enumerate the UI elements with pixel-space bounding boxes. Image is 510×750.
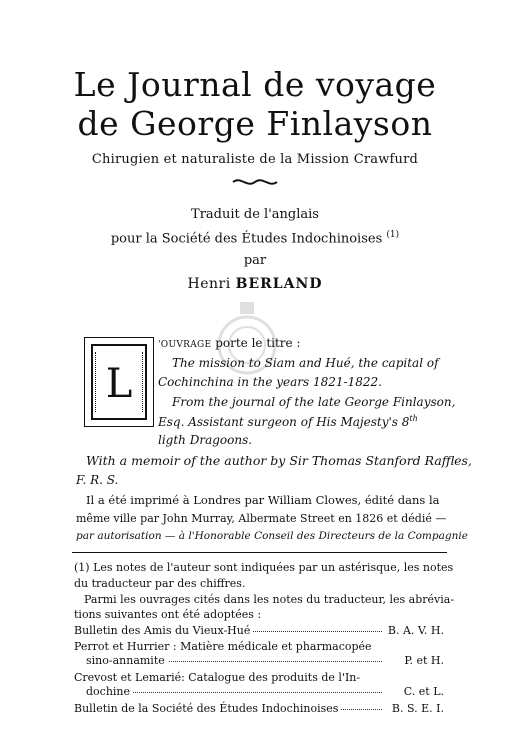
title-line-2: de George Finlayson xyxy=(77,104,433,143)
author-name xyxy=(0,276,510,292)
footnote-ref: (1) xyxy=(386,230,400,240)
abbreviation-source: dochine xyxy=(86,685,133,698)
abbreviation-row xyxy=(86,685,444,699)
abbreviation-row xyxy=(74,671,444,685)
body-line-2: The mission to Siam and Hué, the capital of xyxy=(172,356,439,370)
body-line-5 xyxy=(158,415,418,428)
translated-line-2-text: pour la Société des Études Indochinoises xyxy=(110,231,383,247)
footnote-separator xyxy=(72,552,447,553)
translated-line-2 xyxy=(0,230,510,246)
by-label: par xyxy=(243,253,267,268)
body-line-5-text: Esq. Assistant surgeon of His Majesty's 8 xyxy=(158,415,410,429)
footnote-line-4: tions suivantes ont été adoptées : xyxy=(74,608,262,621)
title-line-1: Le Journal de voyage xyxy=(73,65,437,104)
abbreviation-source: Bulletin de la Société des Études Indochinoises xyxy=(74,702,341,715)
abbreviation-row xyxy=(74,624,444,638)
drop-cap xyxy=(84,337,154,427)
body-line-1-rest: porte le titre : xyxy=(211,336,301,350)
abbreviation-code: P. et H. xyxy=(384,654,444,667)
abbreviation-row xyxy=(74,702,444,716)
body-line-10: même ville par John Murray, Albermate Street en 1826 et dédié — xyxy=(76,512,447,525)
abbreviation-source: sino-annamite xyxy=(86,654,168,667)
body-line-1 xyxy=(158,337,301,350)
abbreviation-row xyxy=(86,654,444,668)
abbreviation-source: Perrot et Hurrier : Matière médicale et pharmacopée xyxy=(74,640,375,653)
footnote-line-1: (1) Les notes de l'auteur sont indiquées par un astérisque, les notes xyxy=(74,561,454,574)
abbreviation-source: Crevost et Lemarié: Catalogue des produits de l'In- xyxy=(74,671,363,684)
abbreviation-row xyxy=(74,640,444,654)
author-first: Henri xyxy=(187,276,231,292)
body-line-5-sup: th xyxy=(409,414,418,423)
body-line-3: Cochinchina in the years 1821-1822. xyxy=(158,375,382,389)
body-line-7: With a memoir of the author by Sir Thomas Stanford Raffles, xyxy=(86,453,472,468)
body-line-6: ligth Dragoons. xyxy=(158,433,253,447)
abbreviation-code: C. et L. xyxy=(384,685,444,698)
body-line-8: F. R. S. xyxy=(76,473,119,487)
body-line-11: par autorisation — à l'Honorable Conseil des Directeurs de la Compagnie xyxy=(76,530,468,542)
drop-cap-letter: L xyxy=(105,361,133,407)
subtitle: Chirugien et naturaliste de la Mission Crawfurd xyxy=(91,152,419,167)
footnote-line-2: du traducteur par des chiffres. xyxy=(74,577,246,590)
abbreviation-code: B. A. V. H. xyxy=(384,624,444,637)
footnote-line-3: Parmi les ouvrages cités dans les notes du traducteur, les abrévia- xyxy=(84,593,455,606)
abbreviation-code: B. S. E. I. xyxy=(384,702,444,715)
body-line-4: From the journal of the late George Finlayson, xyxy=(172,395,456,409)
ornament-divider-icon xyxy=(231,176,279,188)
author-last: BERLAND xyxy=(235,276,323,292)
translated-line-1: Traduit de l'anglais xyxy=(191,207,319,222)
body-line-9: Il a été imprimé à Londres par William Clowes, édité dans la xyxy=(86,493,440,507)
body-line-1-smallcaps: 'OUVRAGE xyxy=(158,340,212,350)
abbreviation-source: Bulletin des Amis du Vieux-Hué xyxy=(74,624,253,637)
